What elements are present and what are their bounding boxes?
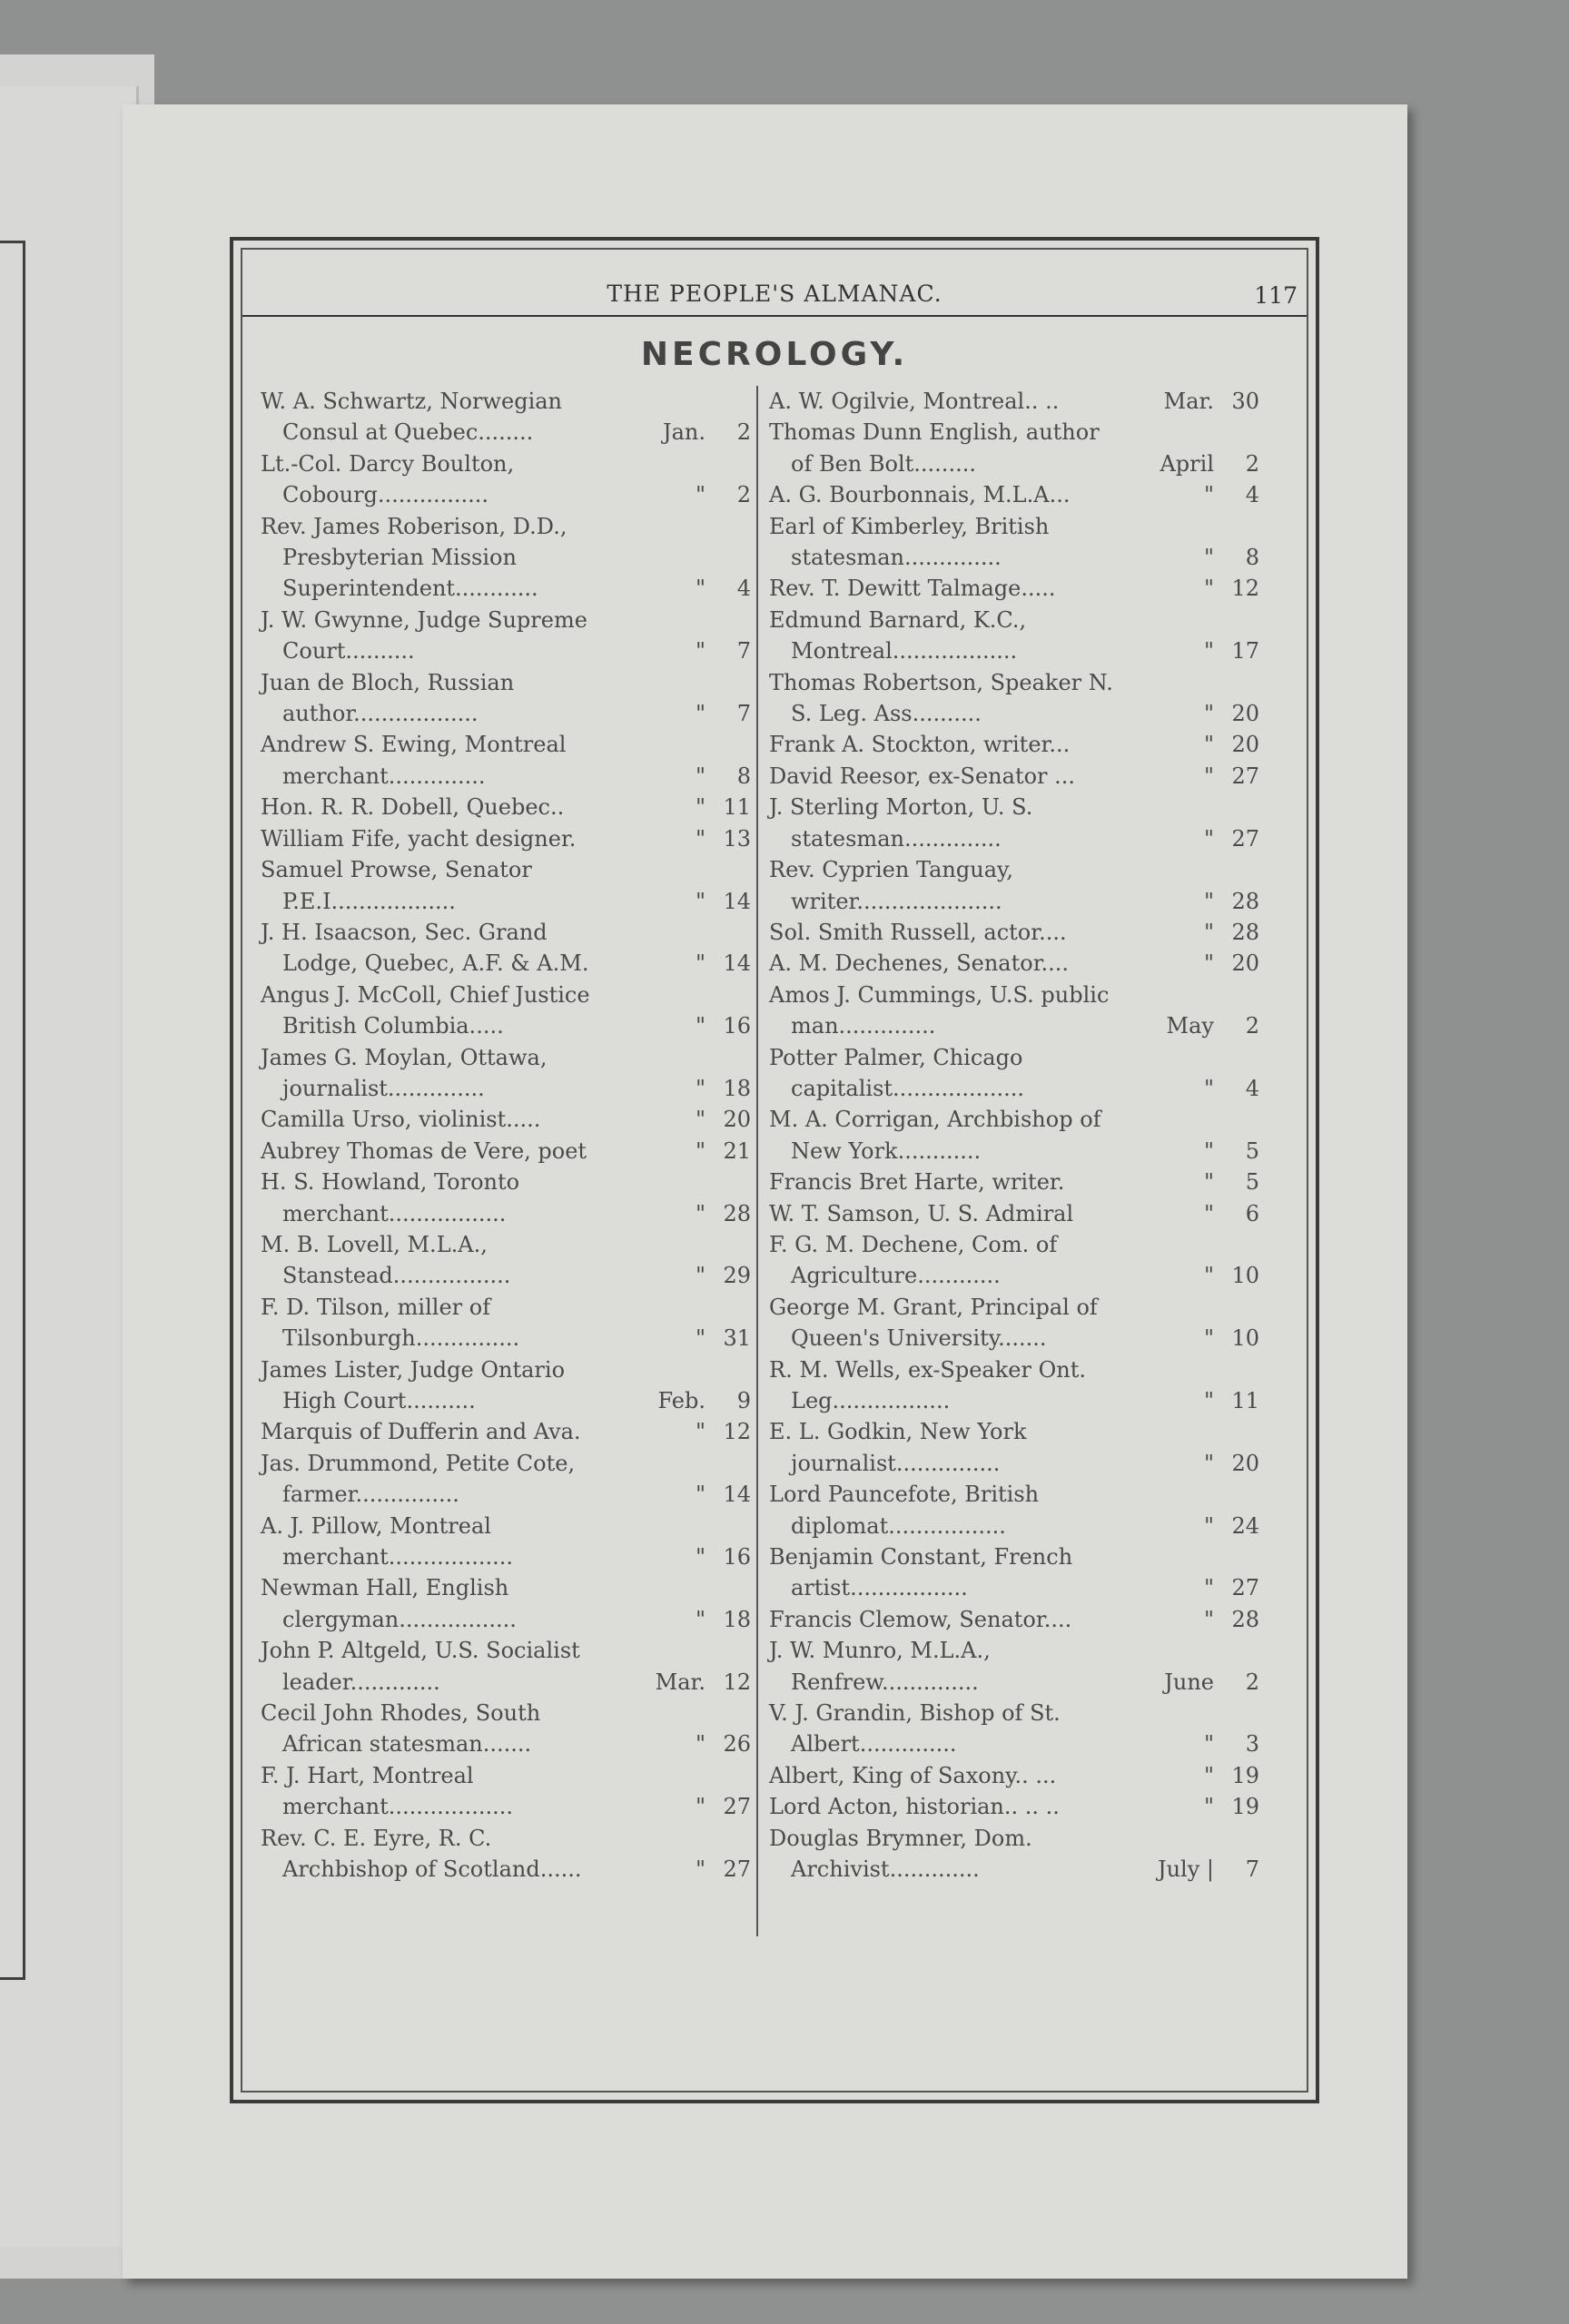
entry-month: " <box>695 794 706 821</box>
necrology-entry <box>769 605 1259 667</box>
necrology-entry <box>769 1198 1259 1229</box>
entry-day: 20 <box>1231 1450 1259 1476</box>
page-frame <box>230 237 1319 2103</box>
entry-name: M. B. Lovell, M.L.A., Stanstead................. <box>261 1231 511 1289</box>
entry-day: 7 <box>736 701 751 727</box>
necrology-entry <box>769 479 1259 510</box>
necrology-entry <box>261 1292 751 1354</box>
entry-name: Francis Bret Harte, writer. <box>769 1169 1065 1196</box>
necrology-entry <box>261 854 751 917</box>
entry-name: Cecil John Rhodes, South African statesman....... <box>261 1700 541 1758</box>
necrology-entry <box>261 448 751 511</box>
entry-day: 30 <box>1231 389 1259 414</box>
entry-month: " <box>695 482 706 508</box>
entry-month: " <box>1203 482 1214 508</box>
entry-day: 2 <box>1245 450 1259 477</box>
necrology-entry <box>261 667 751 730</box>
entry-day: 27 <box>723 1794 751 1820</box>
entry-month: " <box>695 1263 706 1289</box>
entry-month: " <box>1203 732 1214 758</box>
entry-day: 10 <box>1231 1325 1259 1352</box>
entry-name: Angus J. McColl, Chief Justice British Columbia..... <box>261 981 590 1039</box>
entry-day: 11 <box>723 794 751 821</box>
facing-page-border <box>0 241 25 1980</box>
necrology-entry <box>261 980 751 1042</box>
entry-day: 20 <box>1231 701 1259 727</box>
entry-name: Juan de Bloch, Russian author.................. <box>261 669 515 727</box>
necrology-entry <box>769 1167 1259 1197</box>
entry-day: 2 <box>1245 1013 1259 1039</box>
entry-day: 2 <box>736 419 751 446</box>
necrology-entry <box>769 1823 1259 1886</box>
entry-month: " <box>695 1794 706 1820</box>
entry-day: 27 <box>1231 763 1259 789</box>
necrology-entry <box>769 948 1259 979</box>
necrology-entry <box>261 386 751 448</box>
entry-name: F. J. Hart, Montreal merchant.................. <box>261 1762 514 1820</box>
necrology-entry <box>769 1229 1259 1292</box>
entry-day: 11 <box>1231 1388 1259 1413</box>
running-head <box>242 271 1307 317</box>
necrology-entry <box>261 1167 751 1229</box>
necrology-entry <box>261 1760 751 1823</box>
entry-name: Newman Hall, English clergyman................. <box>261 1575 517 1632</box>
section-title: NECROLOGY. <box>640 336 909 373</box>
page-number: 117 <box>1254 282 1298 309</box>
entry-month: " <box>695 825 706 852</box>
necrology-entry <box>769 792 1259 854</box>
entry-month: " <box>695 763 706 789</box>
necrology-entry <box>769 729 1259 760</box>
entry-month: " <box>695 1731 706 1758</box>
entry-name: David Reesor, ex-Senator ... <box>769 763 1076 789</box>
entry-day: 8 <box>1245 545 1259 571</box>
entry-day: 4 <box>1245 482 1259 508</box>
entry-month: Mar. <box>655 1669 706 1695</box>
entry-month: " <box>695 950 706 977</box>
necrology-entry <box>769 511 1259 574</box>
column-divider <box>756 386 758 1936</box>
entry-month: " <box>695 1200 706 1226</box>
entry-day: 21 <box>723 1137 751 1164</box>
entry-month: " <box>1203 1731 1214 1758</box>
entry-month: " <box>695 1013 706 1039</box>
entry-name: Amos J. Cummings, U.S. public man.............. <box>769 981 1110 1039</box>
entry-name: Andrew S. Ewing, Montreal merchant.............. <box>261 732 567 789</box>
entry-month: " <box>695 1544 706 1571</box>
entry-day: 19 <box>1231 1762 1259 1788</box>
entry-name: Rev. T. Dewitt Talmage..... <box>769 576 1056 602</box>
entry-month: " <box>695 1107 706 1133</box>
entry-name: J. W. Munro, M.L.A., Renfrew.............. <box>769 1638 991 1695</box>
entry-month: " <box>1203 1169 1214 1196</box>
entry-name: James G. Moylan, Ottawa, journalist.............. <box>261 1044 548 1101</box>
entry-month: " <box>1203 576 1214 602</box>
entry-day: 14 <box>723 888 751 914</box>
entry-name: Rev. James Roberison, D.D., Presbyterian Mission Superintendent............ <box>261 513 567 602</box>
necrology-entry <box>769 854 1259 917</box>
necrology-entry <box>261 1354 751 1417</box>
entry-day: 7 <box>1245 1856 1259 1883</box>
necrology-entry <box>261 1136 751 1167</box>
necrology-entry <box>769 1292 1259 1354</box>
necrology-entry <box>261 1104 751 1135</box>
entry-name: Jas. Drummond, Petite Cote, farmer............... <box>261 1450 576 1508</box>
entry-month: " <box>1203 888 1214 914</box>
entry-day: 4 <box>1245 1075 1259 1101</box>
entry-month: " <box>1203 1075 1214 1101</box>
entry-name: J. W. Gwynne, Judge Supreme Court.......... <box>261 606 587 665</box>
entry-day: 6 <box>1245 1200 1259 1226</box>
entry-name: R. M. Wells, ex-Speaker Ont. Leg................. <box>769 1356 1086 1413</box>
entry-name: Lord Acton, historian.. .. .. <box>769 1794 1060 1820</box>
entry-month: April <box>1159 450 1214 477</box>
entry-name: H. S. Howland, Toronto merchant................. <box>261 1169 520 1226</box>
entry-day: 16 <box>723 1544 751 1571</box>
entry-day: 28 <box>723 1200 751 1226</box>
entry-day: 17 <box>1231 638 1259 665</box>
entry-day: 9 <box>736 1388 751 1413</box>
necrology-entry <box>769 1791 1259 1822</box>
entry-day: 2 <box>736 482 751 508</box>
necrology-entry <box>261 1229 751 1292</box>
entry-day: 29 <box>723 1263 751 1289</box>
entry-name: Rev. Cyprien Tanguay, writer..................... <box>769 857 1014 914</box>
entry-day: 13 <box>723 825 751 852</box>
necrology-entry <box>261 823 751 854</box>
entry-month: " <box>1203 1200 1214 1226</box>
necrology-entry <box>769 1541 1259 1604</box>
entry-day: 5 <box>1245 1169 1259 1196</box>
necrology-entry <box>769 1479 1259 1541</box>
entry-month: June <box>1164 1669 1214 1695</box>
entry-month: " <box>1203 950 1214 977</box>
entry-name: Douglas Brymner, Dom. Archivist............. <box>769 1825 1032 1883</box>
necrology-entry <box>769 667 1259 730</box>
entry-day: 4 <box>736 576 751 602</box>
entry-month: " <box>1203 1762 1214 1788</box>
entry-name: Camilla Urso, violinist..... <box>261 1107 541 1133</box>
entry-day: 7 <box>736 638 751 665</box>
entry-name: Albert, King of Saxony.. ... <box>769 1762 1057 1788</box>
entry-name: E. L. Godkin, New York journalist............... <box>769 1419 1027 1476</box>
entry-name: Rev. C. E. Eyre, R. C. Archbishop of Scotland...... <box>261 1825 582 1883</box>
entry-month: " <box>1203 1794 1214 1820</box>
entry-name: A. J. Pillow, Montreal merchant.................. <box>261 1512 514 1571</box>
entry-month: " <box>1203 919 1214 945</box>
entry-name: Lord Pauncefote, British diplomat................. <box>769 1482 1040 1539</box>
entry-day: 31 <box>723 1325 751 1352</box>
entry-name: Frank A. Stockton, writer... <box>769 732 1071 758</box>
entry-month: " <box>1203 763 1214 789</box>
entry-name: Thomas Dunn English, author of Ben Bolt......... <box>769 419 1100 477</box>
entry-name: Samuel Prowse, Senator P.E.I.................. <box>261 857 532 914</box>
facing-page-edge <box>0 86 139 2247</box>
entry-month: " <box>1203 1512 1214 1539</box>
necrology-entry <box>769 980 1259 1042</box>
entry-name: A. W. Ogilvie, Montreal.. .. <box>769 389 1060 414</box>
entry-day: 3 <box>1245 1731 1259 1758</box>
necrology-entry <box>261 1042 751 1105</box>
entry-month: " <box>695 1325 706 1352</box>
entry-name: J. H. Isaacson, Sec. Grand Lodge, Quebec, A.F. & A.M. <box>261 919 589 977</box>
entry-month: " <box>1203 638 1214 665</box>
entry-day: 12 <box>723 1419 751 1445</box>
entry-month: " <box>695 888 706 914</box>
necrology-entry <box>769 1104 1259 1167</box>
necrology-entry <box>769 1635 1259 1698</box>
necrology-entry <box>261 1448 751 1511</box>
entry-day: 14 <box>723 950 751 977</box>
entry-name: Edmund Barnard, K.C., Montreal.................. <box>769 606 1027 665</box>
necrology-entry <box>261 1416 751 1447</box>
entry-name: George M. Grant, Principal of Queen's University....... <box>769 1294 1098 1352</box>
necrology-entry <box>769 1760 1259 1791</box>
entry-day: 19 <box>1231 1794 1259 1820</box>
entry-day: 12 <box>723 1669 751 1695</box>
entry-day: 16 <box>723 1013 751 1039</box>
entry-month: May <box>1166 1013 1214 1039</box>
entry-name: Marquis of Dufferin and Ava. <box>261 1419 581 1445</box>
entry-name: J. Sterling Morton, U. S. statesman.............. <box>769 794 1033 852</box>
entry-month: " <box>695 1419 706 1445</box>
entry-month: " <box>1203 1606 1214 1632</box>
entry-day: 18 <box>723 1075 751 1101</box>
entry-name: Earl of Kimberley, British statesman.............. <box>769 513 1050 571</box>
entry-month: " <box>1203 545 1214 571</box>
necrology-entry <box>261 1823 751 1886</box>
necrology-entry <box>769 386 1259 417</box>
entry-month: " <box>1203 1325 1214 1352</box>
entry-month: " <box>1203 1388 1214 1413</box>
necrology-entry <box>769 1354 1259 1417</box>
entry-name: W. T. Samson, U. S. Admiral <box>769 1200 1074 1226</box>
entry-month: " <box>695 1606 706 1632</box>
necrology-entry <box>769 1416 1259 1479</box>
entry-day: 18 <box>723 1606 751 1632</box>
necrology-entry <box>261 1572 751 1635</box>
necrology-entry <box>261 1635 751 1698</box>
entry-month: " <box>1203 1137 1214 1164</box>
entry-month: Jan. <box>662 419 706 446</box>
entry-month: " <box>695 1482 706 1508</box>
entry-name: James Lister, Judge Ontario High Court.......... <box>261 1356 566 1413</box>
entry-name: Thomas Robertson, Speaker N. S. Leg. Ass.......... <box>769 669 1113 727</box>
entry-name: Sol. Smith Russell, actor.... <box>769 919 1067 945</box>
entry-month: " <box>1203 1575 1214 1601</box>
necrology-entry <box>261 511 751 605</box>
entry-day: 8 <box>736 763 751 789</box>
necrology-entry <box>769 917 1259 948</box>
entry-day: 27 <box>1231 1575 1259 1601</box>
entry-name: A. M. Dechenes, Senator.... <box>769 950 1070 977</box>
entry-month: " <box>1203 701 1214 727</box>
entry-name: Lt.-Col. Darcy Boulton, Cobourg................ <box>261 450 515 508</box>
entry-month: Mar. <box>1163 389 1214 414</box>
entry-month: " <box>1203 825 1214 852</box>
entry-month: Feb. <box>657 1388 706 1413</box>
entry-month: " <box>695 576 706 602</box>
entry-name: Hon. R. R. Dobell, Quebec.. <box>261 794 565 821</box>
entry-day: 20 <box>1231 950 1259 977</box>
entry-name: F. D. Tilson, miller of Tilsonburgh............... <box>261 1294 520 1352</box>
entry-name: A. G. Bourbonnais, M.L.A... <box>769 482 1071 508</box>
entry-day: 12 <box>1231 576 1259 602</box>
entry-day: 28 <box>1231 888 1259 914</box>
running-title: THE PEOPLE'S ALMANAC. <box>607 281 942 307</box>
entry-month: " <box>1203 1263 1214 1289</box>
almanac-page <box>123 104 1407 2279</box>
necrology-entry <box>261 1511 751 1573</box>
entry-month: " <box>695 1075 706 1101</box>
necrology-entry <box>769 573 1259 604</box>
entry-name: W. A. Schwartz, Norwegian Consul at Quebec........ <box>261 389 563 446</box>
necrology-column-left <box>261 386 751 1929</box>
necrology-entry <box>769 761 1259 792</box>
entry-month: " <box>695 701 706 727</box>
necrology-entry <box>769 1604 1259 1635</box>
entry-name: John P. Altgeld, U.S. Socialist leader............. <box>261 1638 580 1695</box>
entry-day: 20 <box>1231 732 1259 758</box>
necrology-entry <box>261 1698 751 1760</box>
entry-month: " <box>695 638 706 665</box>
necrology-entry <box>261 917 751 980</box>
entry-day: 28 <box>1231 919 1259 945</box>
necrology-entry <box>261 605 751 667</box>
entry-name: F. G. M. Dechene, Com. of Agriculture............ <box>769 1231 1058 1289</box>
entry-day: 28 <box>1231 1606 1259 1632</box>
entry-month: " <box>695 1137 706 1164</box>
entry-day: 10 <box>1231 1263 1259 1289</box>
page-frame-inner <box>241 248 1308 2093</box>
necrology-entry <box>261 792 751 822</box>
entry-name: Aubrey Thomas de Vere, poet <box>261 1137 587 1164</box>
necrology-entry <box>769 1042 1259 1105</box>
necrology-entry <box>769 417 1259 479</box>
entry-name: William Fife, yacht designer. <box>261 825 577 852</box>
entry-day: 27 <box>1231 825 1259 852</box>
entry-day: 26 <box>723 1731 751 1758</box>
entry-name: Benjamin Constant, French artist................. <box>769 1544 1073 1601</box>
entry-day: 5 <box>1245 1137 1259 1164</box>
entry-day: 2 <box>1245 1669 1259 1695</box>
necrology-entry <box>769 1698 1259 1760</box>
necrology-column-right <box>769 386 1259 1929</box>
entry-day: 27 <box>723 1856 751 1883</box>
entry-name: V. J. Grandin, Bishop of St. Albert.............. <box>769 1700 1061 1758</box>
entry-day: 20 <box>723 1107 751 1133</box>
entry-name: Potter Palmer, Chicago capitalist................... <box>769 1044 1025 1101</box>
entry-month: " <box>695 1856 706 1883</box>
entry-name: M. A. Corrigan, Archbishop of New York............ <box>769 1107 1101 1164</box>
necrology-entry <box>261 729 751 792</box>
entry-month: July | <box>1157 1856 1214 1883</box>
entry-day: 14 <box>723 1482 751 1508</box>
entry-month: " <box>1203 1450 1214 1476</box>
entry-name: Francis Clemow, Senator.... <box>769 1606 1072 1632</box>
entry-day: 24 <box>1231 1512 1259 1539</box>
